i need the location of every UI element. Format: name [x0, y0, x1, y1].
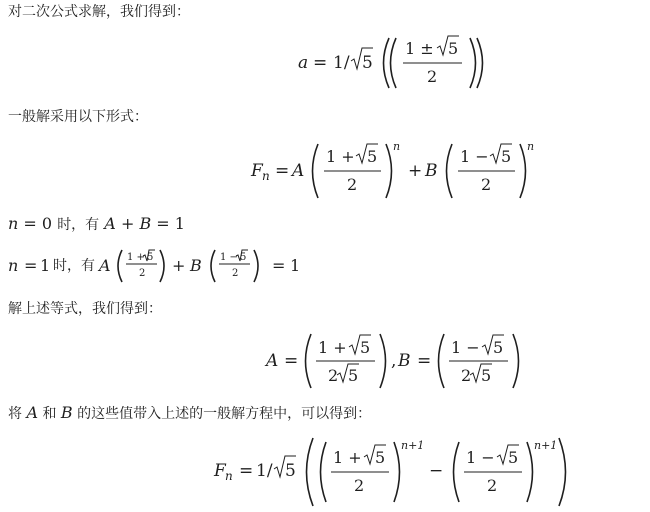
value-one: 1: [290, 256, 301, 275]
numerator: 1 +: [333, 448, 362, 467]
var-F: F: [214, 461, 226, 481]
var-B: B: [398, 351, 411, 371]
radicand: 5: [360, 338, 371, 357]
numerator: 1 −: [460, 147, 489, 166]
left-paren: [321, 442, 327, 502]
equals-sign: =: [272, 256, 286, 275]
value-zero: 0: [41, 214, 53, 233]
denominator-radicand: 5: [348, 366, 359, 385]
var-B: B: [139, 214, 152, 233]
left-paren: [313, 144, 319, 198]
case-text: 时，有: [57, 217, 100, 233]
var-a: a: [298, 53, 309, 73]
one-over: 1/: [256, 461, 273, 481]
equals-sign: =: [275, 161, 290, 181]
inner-left-paren: [391, 38, 397, 88]
left-paren: [306, 334, 312, 388]
denominator: 2: [347, 175, 358, 194]
substitute-prefix: 将: [8, 406, 22, 422]
left-paren: [454, 442, 460, 502]
var-A: A: [99, 256, 111, 275]
equals-sign: =: [417, 351, 432, 371]
equals-sign: =: [156, 214, 170, 233]
denominator: 2: [354, 476, 365, 495]
general-form-text: 一般解采用以下形式：: [8, 109, 148, 125]
var-A: A: [104, 214, 116, 233]
radicand: 5: [367, 147, 378, 166]
exponent: n+1: [534, 439, 558, 452]
right-paren: [513, 334, 519, 388]
left-paren: [439, 334, 445, 388]
outer-right-paren: [559, 438, 566, 506]
substitute-text: [8, 404, 371, 423]
radicand: 5: [362, 53, 373, 73]
plus-sign: +: [172, 256, 186, 275]
var-B: B: [425, 161, 438, 181]
denominator: 2: [487, 476, 498, 495]
right-paren: [394, 442, 400, 502]
plus-sign: +: [120, 214, 135, 233]
denominator: 2: [232, 268, 239, 279]
equation-general: [0, 138, 650, 202]
equals-sign: =: [23, 214, 37, 233]
numerator: 1 −: [220, 252, 238, 263]
denominator-radicand: 5: [481, 366, 492, 385]
case-text: 时，有: [53, 258, 95, 274]
denominator-two: 2: [461, 366, 472, 385]
right-paren: [527, 442, 533, 502]
equation-AB: [0, 328, 650, 392]
one-over: 1/: [333, 53, 350, 73]
outer-left-paren: [307, 438, 314, 506]
plus-sign: +: [408, 161, 423, 181]
equation-final: [0, 432, 650, 510]
value-one: 1: [40, 256, 51, 275]
var-A: A: [266, 351, 279, 371]
case-n0: [8, 214, 185, 235]
left-paren: [211, 250, 215, 282]
right-paren: [254, 250, 258, 282]
substitute-suffix: 的这些值带入上述的一般解方程中，可以得到：: [77, 406, 372, 422]
right-paren: [386, 144, 392, 198]
numerator: 1 −: [451, 338, 480, 357]
denominator: 2: [139, 268, 146, 279]
intro-text: 对二次公式求解，我们得到：: [8, 4, 190, 20]
numerator: 1 −: [466, 448, 495, 467]
outer-right-paren: [477, 38, 483, 88]
numerator: 1 ±: [405, 39, 434, 58]
var-n: n: [8, 256, 19, 275]
equals-sign: =: [284, 351, 299, 371]
exponent-n: n: [393, 140, 401, 153]
and-word: 和: [42, 406, 57, 422]
equals-sign: =: [24, 256, 38, 275]
var-n: n: [8, 214, 19, 233]
outer-left-paren: [384, 38, 390, 88]
denominator: 2: [481, 175, 492, 194]
radicand: 5: [147, 252, 154, 263]
comma: ,: [391, 351, 397, 371]
left-paren: [447, 144, 453, 198]
left-paren: [118, 250, 122, 282]
var-F: F: [251, 161, 263, 181]
var-B: B: [60, 403, 73, 422]
numerator: 1 +: [326, 147, 355, 166]
minus-sign: −: [429, 461, 444, 481]
case-n1: [0, 244, 650, 288]
equation-a: [0, 30, 650, 100]
radicand: 5: [448, 39, 459, 58]
value-one: 1: [174, 214, 185, 233]
var-A: A: [292, 161, 305, 181]
radicand: 5: [240, 252, 247, 263]
subscript-n: n: [225, 469, 233, 483]
exponent: n+1: [401, 439, 425, 452]
var-A: A: [26, 403, 39, 422]
denominator: 2: [427, 67, 438, 86]
var-B: B: [190, 256, 202, 275]
numerator: 1 +: [318, 338, 347, 357]
right-paren: [160, 250, 164, 282]
equals-sign: =: [313, 53, 328, 73]
numerator: 1 +: [127, 252, 145, 263]
inner-right-paren: [470, 38, 476, 88]
right-paren: [380, 334, 386, 388]
denominator-two: 2: [328, 366, 339, 385]
right-paren: [520, 144, 526, 198]
exponent-n: n: [527, 140, 535, 153]
equals-sign: =: [239, 461, 254, 481]
radicand: 5: [508, 448, 519, 467]
radicand: 5: [285, 461, 296, 481]
radicand: 5: [501, 147, 512, 166]
radicand: 5: [375, 448, 386, 467]
radicand: 5: [493, 338, 504, 357]
subscript-n: n: [262, 169, 270, 183]
solve-text: 解上述等式，我们得到：: [8, 301, 162, 317]
